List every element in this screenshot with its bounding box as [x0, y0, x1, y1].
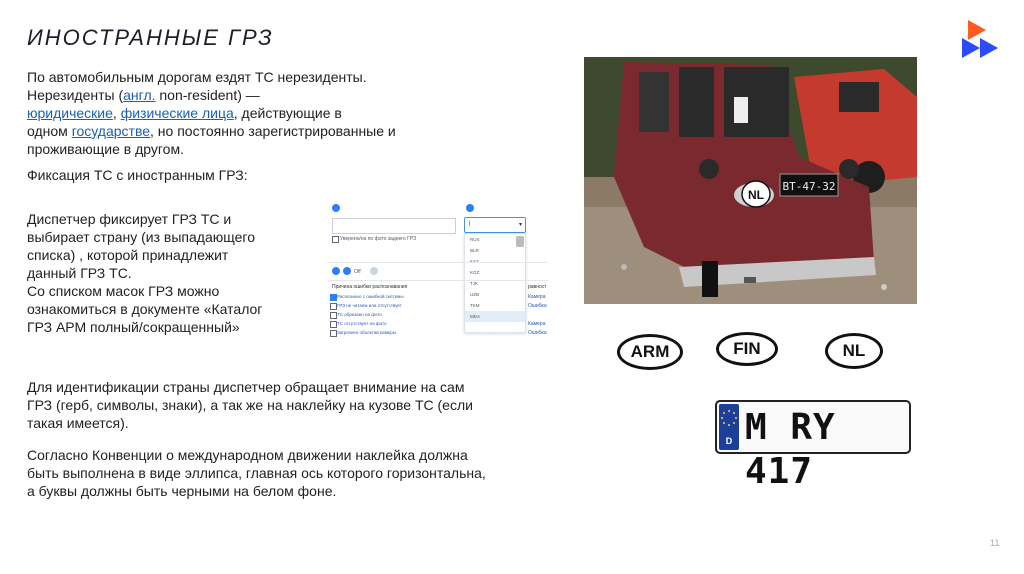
photo-plate-text: BT-47-32	[782, 180, 836, 193]
right-item: Камера	[528, 321, 546, 327]
intro-text: , действующие в	[233, 105, 342, 121]
page-number: 11	[990, 538, 1000, 548]
photo-sticker-text: NL	[748, 188, 764, 202]
reason-checkbox[interactable]	[330, 330, 337, 337]
link-legal-entities[interactable]: юридические	[27, 105, 113, 121]
convention-line: а буквы должны быть черными на белом фоне.	[27, 483, 337, 499]
checkbox-label: Уверено/на по фото заднего ГРЗ	[340, 236, 417, 242]
country-select[interactable]	[464, 217, 526, 233]
plate-number: M RY 417	[745, 407, 836, 492]
arm-ui-screenshot	[326, 200, 552, 348]
dispatcher-line: ознакомиться в документе «Каталог	[27, 301, 263, 317]
plate-input[interactable]	[332, 218, 456, 234]
reason-checkbox[interactable]	[330, 321, 337, 328]
reason-checkbox[interactable]	[330, 312, 337, 319]
brand-logo-icon	[958, 18, 1004, 62]
select-value: |	[469, 221, 471, 227]
fixation-heading: Фиксация ТС с иностранным ГРЗ:	[27, 167, 248, 183]
plate-country-code: D	[725, 436, 733, 446]
dropdown-scrollbar[interactable]	[516, 236, 524, 247]
dispatcher-line: ГРЗ АРМ полный/сокращенный»	[27, 319, 240, 335]
identify-line: такая имеется).	[27, 415, 129, 431]
chevron-down-icon: ▾	[518, 222, 522, 228]
car-photo-image	[584, 57, 917, 304]
identify-line: ГРЗ (герб, символы, знаки), а так же на наклейку на кузове ТС (если	[27, 397, 473, 413]
car-photo	[584, 57, 917, 304]
country-option[interactable]: TJK	[470, 281, 479, 286]
intro-line-5: проживающие в другом.	[27, 141, 184, 157]
country-option[interactable]: RUS	[470, 237, 480, 242]
reason-checkbox[interactable]	[330, 303, 337, 310]
dispatcher-line: данный ГРЗ ТС.	[27, 265, 132, 281]
nav-dot-icon[interactable]	[370, 267, 378, 275]
nav-dot-icon[interactable]	[332, 267, 340, 275]
intro-text: , но постоянно зарегистрированные и	[150, 123, 396, 139]
country-option[interactable]: BLR	[470, 248, 479, 253]
link-engl[interactable]: англ.	[123, 87, 156, 103]
reason-label: ГРЗ не читаем или отсутствует	[337, 303, 402, 308]
reason-checkbox[interactable]	[330, 294, 337, 301]
country-option[interactable]: KGZ	[470, 270, 480, 275]
country-option[interactable]: TKM	[470, 303, 480, 308]
reason-section-title: Причина ошибки распознавания	[332, 284, 408, 290]
country-dropdown[interactable]	[464, 233, 526, 333]
intro-text: Нерезиденты (	[27, 87, 124, 103]
dispatcher-line: списка) , которой принадлежит	[27, 247, 229, 263]
intro-text: одном	[27, 123, 72, 139]
dispatcher-line: Диспетчер фиксирует ГРЗ ТС и	[27, 211, 232, 227]
info-dot-icon	[466, 204, 474, 212]
link-state[interactable]: государстве	[71, 123, 151, 139]
link-individuals[interactable]: физические лица	[120, 105, 234, 121]
intro-line-1: По автомобильным дорогам ездят ТС нерезиденты.	[27, 69, 367, 85]
dispatcher-line: выбирает страну (из выпадающего	[27, 229, 255, 245]
eu-flag-icon	[719, 404, 739, 450]
right-item: Ошибка	[528, 330, 547, 336]
sticker-fin: FIN	[716, 332, 778, 366]
intro-text: ,	[112, 105, 121, 121]
sticker-arm: ARM	[617, 334, 683, 370]
country-option[interactable]: MDA	[465, 311, 525, 322]
front-plate-checkbox[interactable]	[332, 236, 339, 243]
identify-line: Для идентификации страны диспетчер обращает внимание на сам	[27, 379, 465, 395]
dispatcher-line: Со списком масок ГРЗ можно	[27, 283, 220, 299]
reason-label: Загрязнен объектив камеры	[337, 330, 396, 335]
reason-label: Распознано с ошибкой системы	[337, 294, 404, 299]
convention-line: Согласно Конвенции о международном движении наклейка должна	[27, 447, 468, 463]
right-item: Камера	[528, 294, 546, 300]
intro-text: non-resident) —	[155, 87, 260, 103]
sticker-nl: NL	[825, 333, 883, 369]
reason-label: ТС отсутствует на фото	[337, 321, 387, 326]
right-col-title: равност	[528, 284, 547, 290]
divider	[328, 280, 548, 281]
divider	[328, 262, 548, 263]
nav-label: Off	[354, 269, 361, 275]
reason-label: ТС обрезано на фото	[337, 312, 382, 317]
german-license-plate	[715, 400, 911, 492]
info-dot-icon	[332, 204, 340, 212]
nav-dot-icon[interactable]	[343, 267, 351, 275]
convention-line: быть выполнена в виде эллипса, главная ось которого горизонтальна,	[27, 465, 486, 481]
slide-title: ИНОСТРАННЫЕ ГРЗ	[27, 25, 274, 50]
intro-line-3	[27, 104, 342, 122]
intro-line-2	[27, 86, 260, 104]
right-item: Ошибка	[528, 303, 547, 309]
intro-line-4	[27, 122, 396, 140]
country-option[interactable]: UZB	[470, 292, 479, 297]
